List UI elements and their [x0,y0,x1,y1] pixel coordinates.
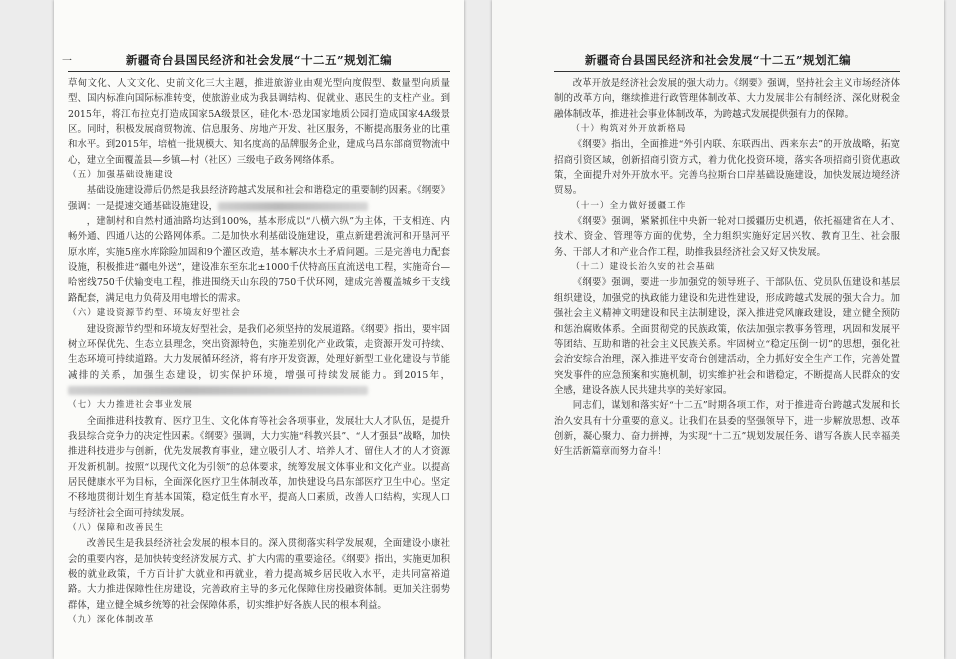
right-section-paragraph: 同志们，谋划和落实好“十二五”时期各项工作，对于推进奇台跨越式发展和长治久安具有十分重要的意义。让我们在县委的坚强领导下，进一步解放思想、改革创新，凝心聚力、奋力拼搏，为实现“十二五”规划发展任务、谱写各族人民幸福美好生活新篇章而努力奋斗！ [554,400,900,458]
redaction-blur [218,202,368,211]
right-section-paragraph: 《纲要》指出，全面推进“外引内联、东联西出、西来东去”的开放战略，拓宽招商引资区域，创新招商引资方式，着力优化投资环境，落实各项招商引资优惠政策，全面提升对外开放水平。完善乌拉斯台口岸基础设施建设，加快发展边境经济贸易。 [554,139,900,197]
right-page [492,0,944,659]
left-section-heading: （七）大力推进社会事业发展 [68,400,193,411]
running-header-left: 新疆奇台县国民经济和社会发展“十二五”规划汇编 [125,53,393,67]
right-page-body [492,72,944,460]
left-page-body [54,72,464,628]
left-section-paragraph: ，建制村和自然村通油路均达到100%，基本形成以“八横六纵”为主体，干支相连、内畅外通、四通八达的公路网体系。二是加快水利基础设施建设，重点新建碧流河和开垦河平原水库，实施5座水库除险加固和9个灌区改造，基本解决水土矛盾问题。三是完善电力配套设施，积极推进“疆电外送”，建设准东至东北±1000千伏特高压直流送电工程，实施奇台—哈密线750千伏输变电工程，推进围绕天山东段的750千伏环网，建成完善覆盖城乡干支线路配套，满足电力负荷及用电增长的需求。 [68,216,450,304]
left-section-paragraph: 全面推进科技教育、医疗卫生、文化体育等社会各项事业，发展壮大人才队伍，是提升我县综合竞争力的决定性因素。《纲要》强调，大力实施“科教兴县”、“人才强县”战略，加快推进科技进步与创新，优先发展教育事业，建立吸引人才、培养人才、留住人才的人才资源开发新机制。按照“以现代文化为引领”的总体要求，统筹发展文体事业和文化产业。以提高居民健康水平为目标，全面深化医疗卫生体制改革，加快建设乌昌东部医疗卫生中心。坚定不移地贯彻计划生育基本国策，稳定低生育水平，提高人口素质，改善人口结构，实现人口与经济社会全面可持续发展。 [68,415,450,519]
left-section-heading: （九）深化体制改革 [68,615,155,626]
right-intro-paragraph: 改革开放是经济社会发展的强大动力。《纲要》强调，坚持社会主义市场经济体制的改革方向，继续推进行政管理体制改革、大力发展非公有制经济、深化财税金融体制改革，推进社会事业体制改革，为跨越式发展提供强有力的保障。 [554,78,900,120]
left-section-heading: （五）加强基础设施建设 [68,170,174,181]
redaction-blur [68,386,368,395]
right-section-heading: （十二）建设长治久安的社会基础 [571,262,716,273]
running-header-right: 新疆奇台县国民经济和社会发展“十二五”规划汇编 [584,53,852,67]
right-section-paragraph: 《纲要》强调，紧紧抓住中央新一轮对口援疆历史机遇，依托福建省在人才、技术、资金、管理等方面的优势，全力组织实施好定居兴牧、教育卫生、社会服务、干部人才和产业合作工程，助推我县经济社会又好又快发展。 [554,216,900,258]
left-section-paragraph: 改善民生是我县经济社会发展的根本目的。深入贯彻落实科学发展观，全面建设小康社会的重要内容，是加快转变经济发展方式、扩大内需的重要途径。《纲要》指出，实施更加积极的就业政策，千方百计扩大就业和再就业，着力提高城乡居民收入水平，走共同富裕道路。大力推进保障性住房建设，完善政府主导的多元化保障住房投融资体制。更加关注弱势群体，建立健全城乡统筹的社会保障体系，切实维护好各族人民的根本利益。 [68,538,450,611]
right-section-heading: （十一）全力做好援疆工作 [571,200,687,211]
left-section-paragraph: 基础设施建设滞后仍然是我县经济跨越式发展和社会和谐稳定的重要制约因素。《纲要》强调：一是提速交通基础设施建设， [68,185,450,212]
left-section-paragraph: 建设资源节约型和环境友好型社会，是我们必须坚持的发展道路。《纲要》指出，要牢固树立环保优先、生态立县理念，突出资源特色，实施差别化产业政策，走资源开发可持续、生态环境可持续道路。大力发展循环经济，将有序开发资源，处理好新型工业化建设与节能减排的关系，加强生态建设，切实保护环境，增强可持续发展能力。到2015年， [68,322,450,399]
right-section-heading: （十）构筑对外开放新格局 [571,124,687,135]
corner-mark: 一 [62,56,72,67]
right-section-paragraph: 《纲要》强调，要进一步加强党的领导班子、干部队伍、党员队伍建设和基层组织建设，加强党的执政能力建设和先进性建设，形成跨越式发展的强大合力。加强社会主义精神文明建设和民主法制建设，深入推进党风廉政建设，建立健全预防和惩治腐败体系。全面贯彻党的民族政策，依法加强宗教事务管理，巩固和发展平等团结、互助和谐的社会主义民族关系。牢固树立“稳定压倒一切”的思想，强化社会治安综合治理，深入推进平安奇台创建活动，全力抓好安全生产工作，完善处置突发事件的应急预案和实施机制，切实维护社会和谐稳定，不断提高人民群众的安全感，建设各族人民共建共享的美好家园。 [554,277,900,396]
left-section-heading: （八）保障和改善民生 [68,522,164,533]
left-intro-paragraph: 草甸文化、人文文化、史前文化三大主题，推进旅游业由观光型向度假型、数量型向质量型、国内标准向国际标准转变，使旅游业成为我县调结构、促就业、惠民生的支柱产业。到2015年，将江布拉克打造成国家5A级景区，硅化木·恐龙国家地质公园打造成国家4A级景区。同时，积极发展商贸物流、信息服务、房地产开发、社区服务，不断提高服务业的比重和水平。到2015年，培植一批规模大、知名度高的品牌服务企业，建成乌昌东部商贸物流中心，建立全面覆盖县—乡镇—村（社区）三级电子政务网络体系。 [68,78,450,166]
left-section-heading: （六）建设资源节约型、环境友好型社会 [68,308,241,319]
left-page [54,0,464,659]
